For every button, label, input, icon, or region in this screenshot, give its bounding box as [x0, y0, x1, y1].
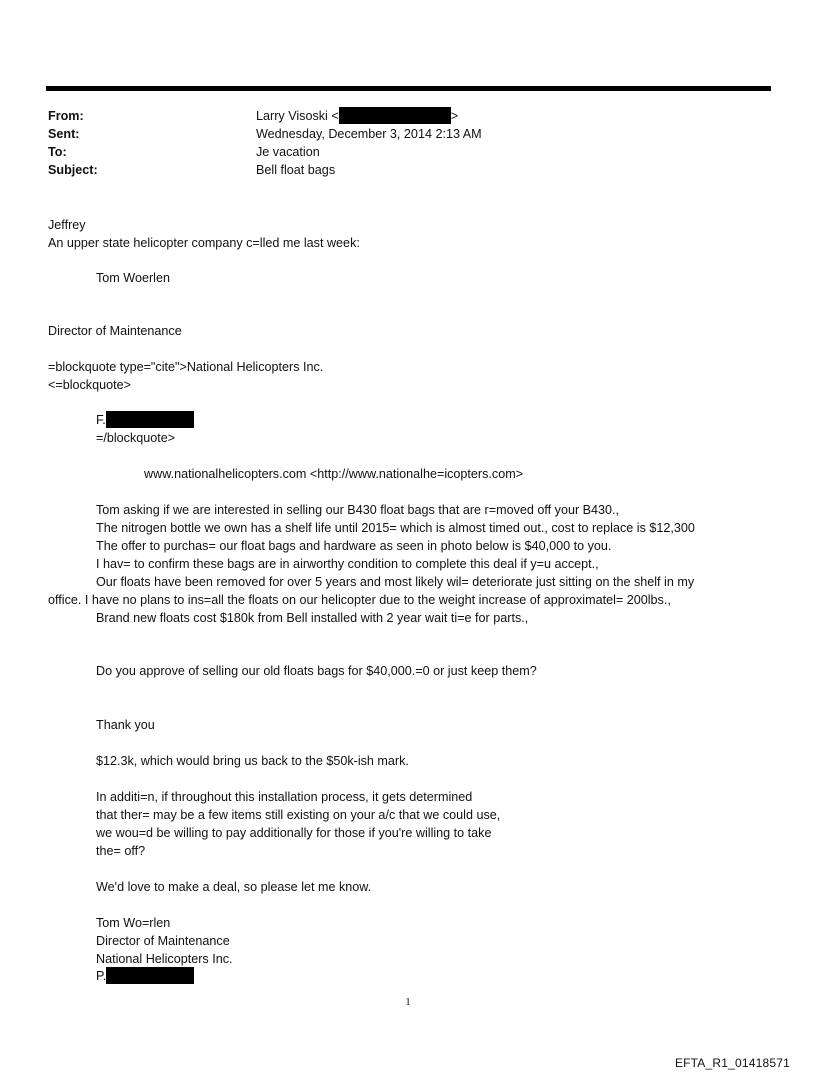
contact-name: Tom Woerlen — [96, 271, 170, 285]
contact-title: Director of Maintenance — [48, 324, 182, 338]
thanks-line: Thank you — [96, 718, 155, 732]
sent-label: Sent: — [48, 127, 80, 141]
header-rule — [46, 86, 771, 91]
greeting: Jeffrey — [48, 218, 86, 232]
from-value — [256, 107, 458, 125]
quoted-line: that ther= may be a few items still existing on your a/c that we could use, — [96, 808, 501, 822]
fax-prefix: F. — [96, 413, 106, 427]
signature-company: National Helicopters Inc. — [96, 952, 233, 966]
quoted-line: In additi=n, if throughout this installation process, it gets determined — [96, 790, 473, 804]
paragraph-line: The offer to purchas= our float bags and hardware as seen in photo below is $40,000 to you. — [96, 539, 612, 553]
redaction-bar — [339, 107, 451, 124]
document-id: EFTA_R1_01418571 — [674, 1056, 790, 1070]
signature-phone — [96, 967, 194, 985]
quoted-line: $12.3k, which would bring us back to the $50k-ish mark. — [96, 754, 409, 768]
page-number: 1 — [405, 996, 411, 1008]
quoted-line: we wou=d be willing to pay additionally for those if you're willing to take — [96, 826, 492, 840]
phone-prefix: P. — [96, 969, 107, 983]
fax-line — [96, 411, 194, 429]
deal-line: We'd love to make a deal, so please let me know. — [96, 880, 372, 894]
paragraph-line: office. I have no plans to ins=all the floats on our helicopter due to the weight increase of approximatel= 200lbs., — [48, 593, 671, 607]
website-link[interactable]: www.nationalhelicopters.com <http://www.nationalhe=icopters.com> — [144, 467, 524, 481]
blockquote-end: =/blockquote> — [96, 431, 176, 445]
from-suffix: > — [450, 109, 459, 123]
quoted-line: the= off? — [96, 844, 146, 858]
to-value: Je vacation — [256, 145, 320, 159]
blockquote-close: <=blockquote> — [48, 378, 131, 392]
blockquote-open: =blockquote type="cite">National Helicopters Inc. — [48, 360, 324, 374]
signature-title: Director of Maintenance — [96, 934, 230, 948]
from-label: From: — [48, 109, 84, 123]
subject-value: Bell float bags — [256, 163, 336, 177]
subject-label: Subject: — [48, 163, 98, 177]
redaction-bar — [106, 411, 194, 428]
sent-value: Wednesday, December 3, 2014 2:13 AM — [256, 127, 482, 141]
paragraph-line: Our floats have been removed for over 5 years and most likely wil= deteriorate just sitting on the shelf in my — [96, 575, 695, 589]
question-line: Do you approve of selling our old floats bags for $40,000.=0 or just keep them? — [96, 664, 537, 678]
paragraph-line: I hav= to confirm these bags are in airworthy condition to complete this deal if y=u accept., — [96, 557, 599, 571]
paragraph-line: The nitrogen bottle we own has a shelf life until 2015= which is almost timed out., cost to replace is $12,300 — [96, 521, 695, 535]
paragraph-line: Brand new floats cost $180k from Bell installed with 2 year wait ti=e for parts., — [96, 611, 529, 625]
redaction-bar — [106, 967, 194, 984]
intro-line: An upper state helicopter company c=lled me last week: — [48, 236, 360, 250]
signature-name: Tom Wo=rlen — [96, 916, 171, 930]
paragraph-line: Tom asking if we are interested in selling our B430 float bags that are r=moved off your B430., — [96, 503, 620, 517]
to-label: To: — [48, 145, 67, 159]
from-name: Larry Visoski < — [256, 109, 339, 123]
